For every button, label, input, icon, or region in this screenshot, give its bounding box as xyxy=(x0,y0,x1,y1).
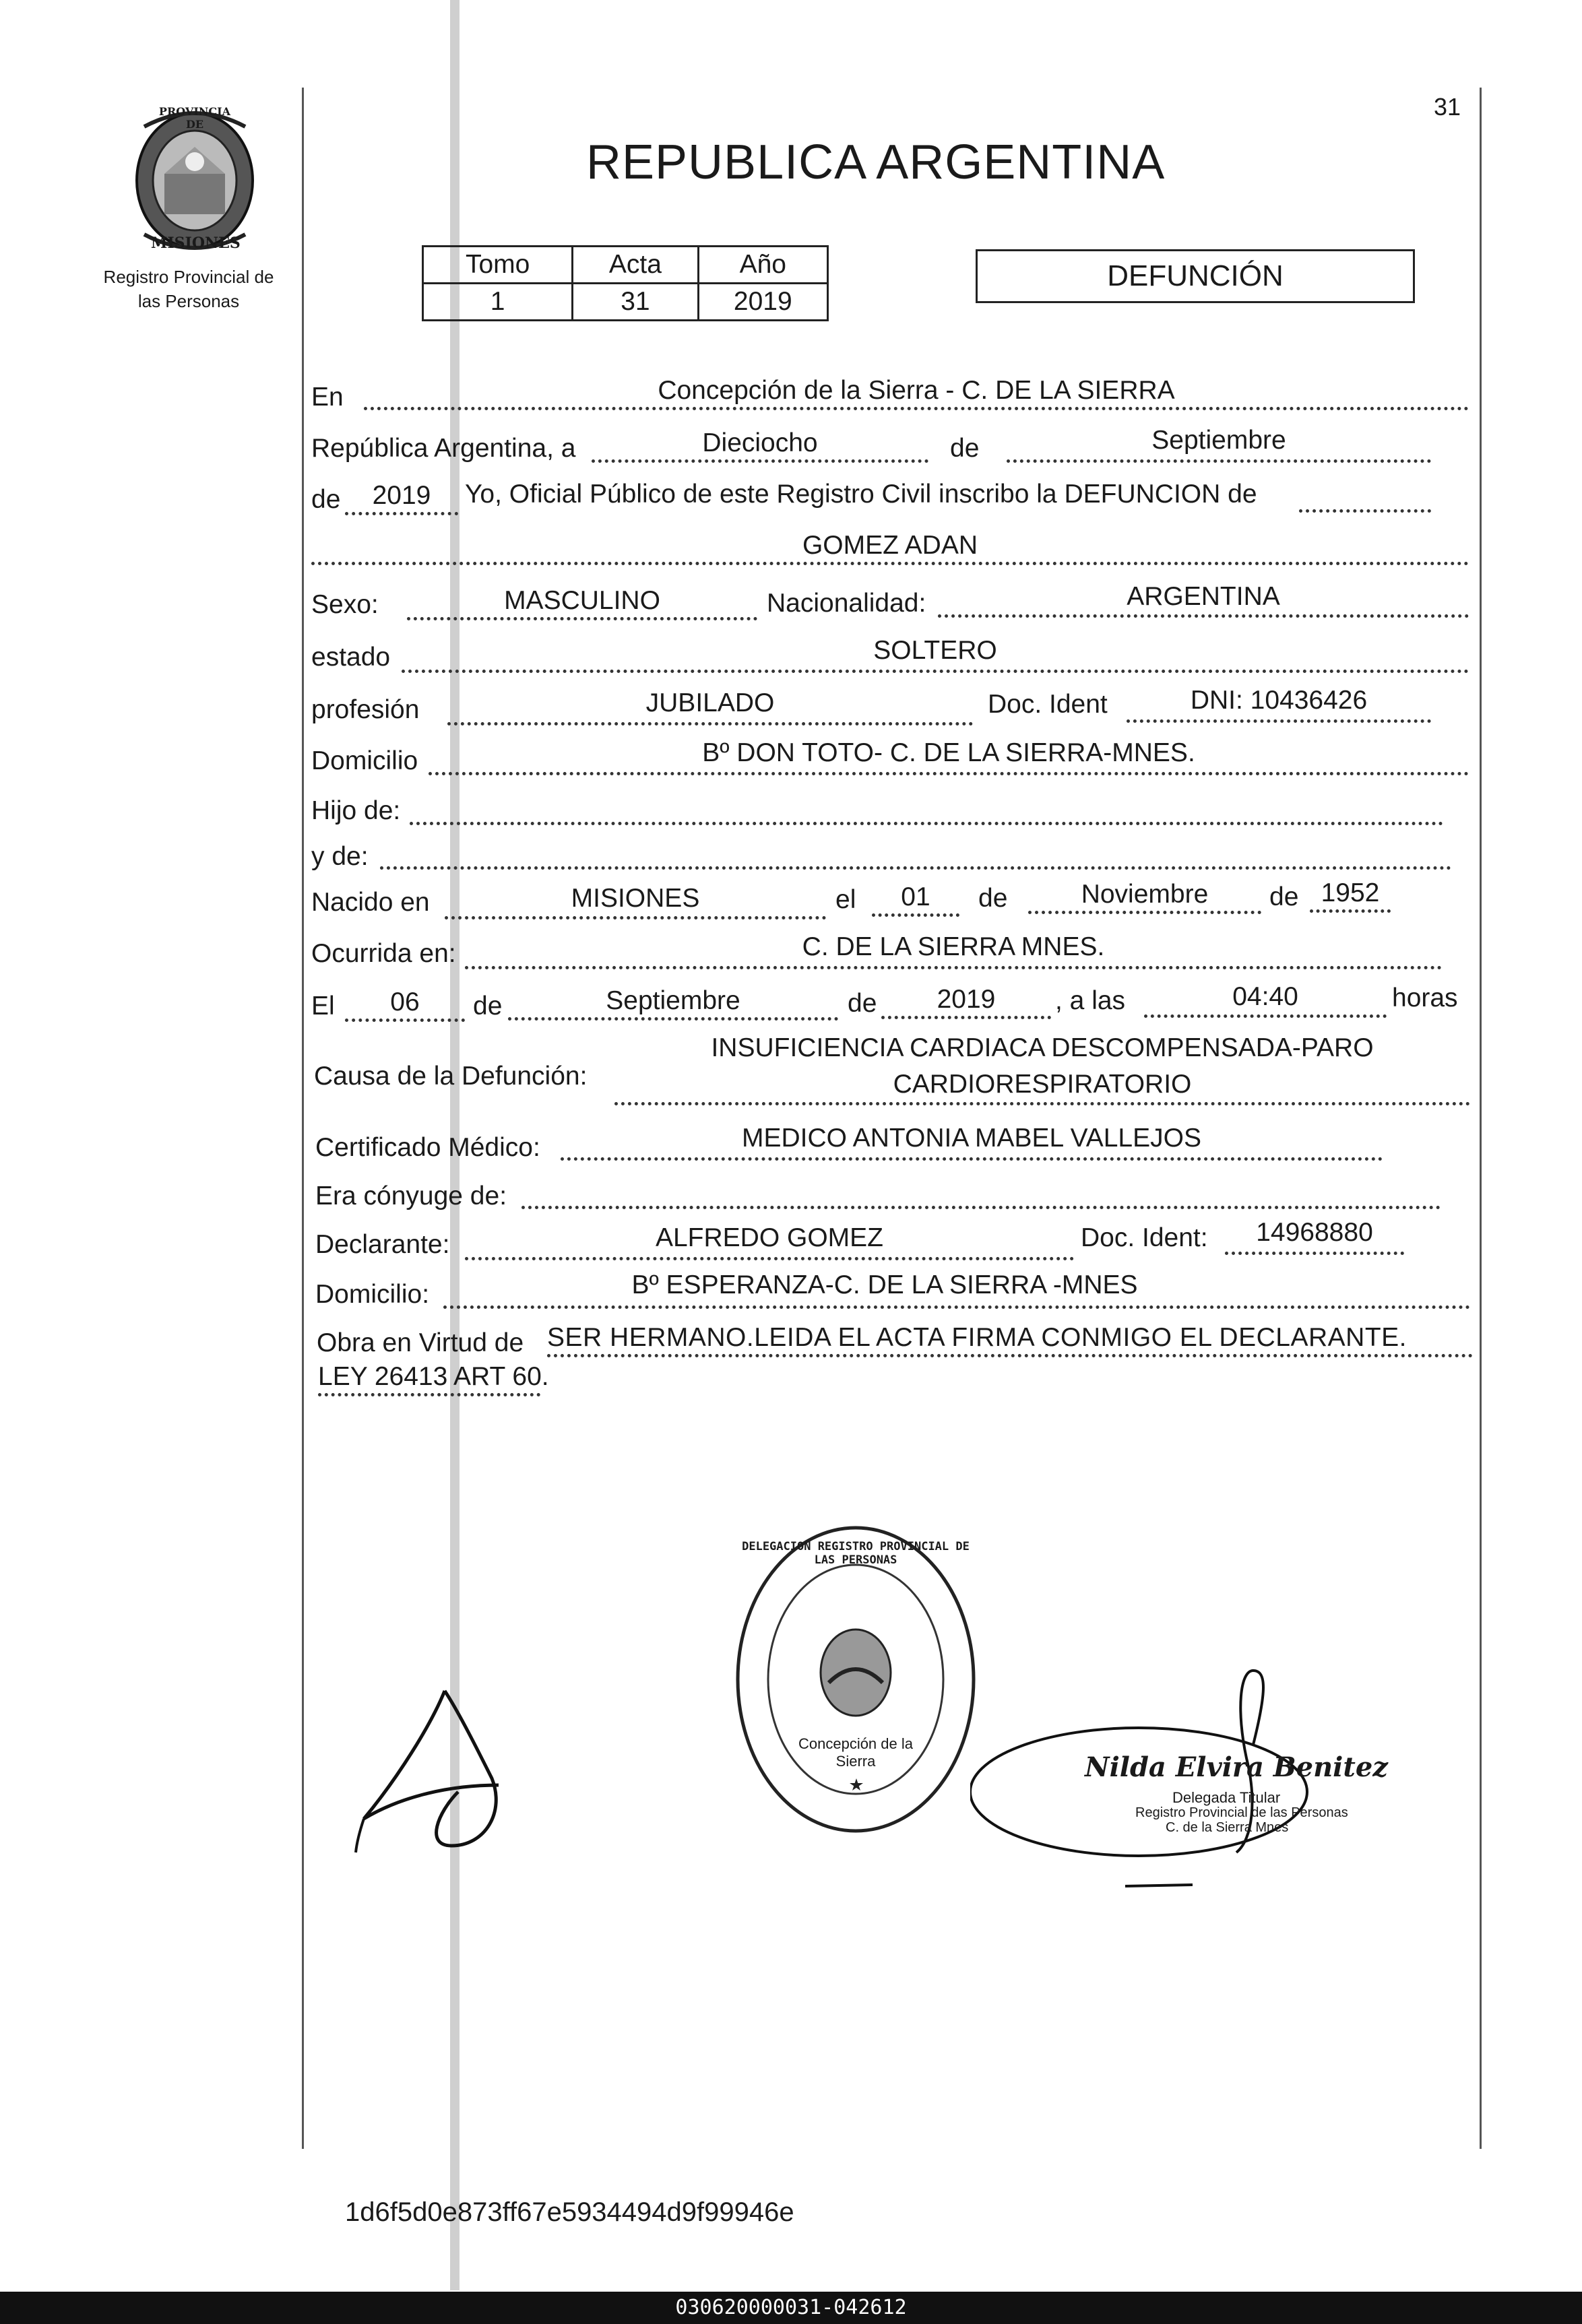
death-month: Septiembre xyxy=(606,986,740,1015)
year-dots xyxy=(345,512,458,515)
seal-inner-text: Concepción de la Sierra xyxy=(798,1735,913,1770)
nacido-label: Nacido en xyxy=(311,888,430,917)
acta-header-acta: Acta xyxy=(573,247,698,284)
profesion-label: profesión xyxy=(311,695,420,724)
en-label: En xyxy=(311,383,344,412)
el-upper-label: El xyxy=(311,992,335,1021)
ley-value: LEY 26413 ART 60. xyxy=(318,1362,549,1391)
record-type-box: DEFUNCIÓN xyxy=(976,249,1415,303)
estado-dots xyxy=(402,670,1469,673)
nacionalidad-label: Nacionalidad: xyxy=(767,589,926,618)
estado-value: SOLTERO xyxy=(873,636,997,665)
doc-dots xyxy=(1127,719,1431,723)
causa-dots xyxy=(614,1102,1470,1105)
deceased-name: GOMEZ ADAN xyxy=(802,531,978,560)
de-label-5: de xyxy=(473,992,503,1021)
nacido-value: MISIONES xyxy=(571,884,700,913)
declarante-value: ALFREDO GOMEZ xyxy=(655,1223,884,1252)
republica-label: República Argentina, a xyxy=(311,434,576,463)
alas-label: , a las xyxy=(1055,986,1126,1015)
estado-label: estado xyxy=(311,643,391,672)
hijo-dots xyxy=(410,822,1443,825)
yde-label: y de: xyxy=(311,842,369,871)
official-signature-stamp xyxy=(970,1664,1455,1893)
acta-table xyxy=(422,245,829,321)
acta-header-anio: Año xyxy=(698,247,827,284)
ley-dots xyxy=(318,1393,540,1396)
domicilio-dots xyxy=(429,772,1469,775)
certificado-label: Certificado Médico: xyxy=(315,1133,540,1162)
signer-name: Nilda Elvira Benitez xyxy=(1085,1751,1388,1783)
nacido-dots xyxy=(445,916,826,919)
de-label-1: de xyxy=(950,434,980,463)
domicilio-label: Domicilio xyxy=(311,746,418,775)
name-dots xyxy=(311,562,1469,565)
horas-label: horas xyxy=(1392,983,1458,1012)
death-time: 04:40 xyxy=(1232,982,1298,1011)
year-value: 2019 xyxy=(372,481,431,510)
obra-dots xyxy=(547,1354,1473,1357)
birth-day-dots xyxy=(872,913,959,917)
declarante-doc-dots xyxy=(1225,1252,1404,1255)
yde-dots xyxy=(380,866,1451,870)
document-hash: 1d6f5d0e873ff67e5934494d9f99946e xyxy=(345,2197,794,2227)
seal-ring-text: DELEGACION REGISTRO PROVINCIAL DE LAS PERSONAS xyxy=(742,1540,970,1567)
death-time-dots xyxy=(1144,1014,1387,1018)
emblem-text-top: PROVINCIA DE xyxy=(158,105,231,131)
sexo-value: MASCULINO xyxy=(504,586,660,615)
acta-value-tomo: 1 xyxy=(423,284,573,321)
official-seal xyxy=(728,1521,984,1838)
nacionalidad-dots xyxy=(938,614,1469,618)
death-day: 06 xyxy=(390,988,420,1016)
acta-value-acta: 31 xyxy=(573,284,698,321)
sexo-dots xyxy=(407,617,757,620)
obra-label: Obra en Virtud de xyxy=(317,1328,524,1357)
signer-location: C. de la Sierra Mnes xyxy=(1166,1820,1289,1835)
ocurrida-value: C. DE LA SIERRA MNES. xyxy=(802,932,1105,961)
province-emblem xyxy=(117,100,272,255)
de-label-3: de xyxy=(978,884,1008,913)
ocurrida-label: Ocurrida en: xyxy=(311,939,456,968)
de-label-4: de xyxy=(1269,882,1299,911)
profesion-value: JUBILADO xyxy=(645,688,775,717)
signer-title: Delegada Titular xyxy=(1172,1789,1281,1806)
intro-dots xyxy=(1299,509,1431,513)
de-label-2: de xyxy=(311,485,341,514)
day-value: Dieciocho xyxy=(702,428,818,457)
causa-label: Causa de la Defunción: xyxy=(314,1062,588,1091)
certificado-value: MEDICO ANTONIA MABEL VALLEJOS xyxy=(742,1124,1201,1153)
domicilio-value: Bº DON TOTO- C. DE LA SIERRA-MNES. xyxy=(702,738,1195,767)
left-margin-line xyxy=(302,88,304,2149)
profesion-dots xyxy=(447,722,973,725)
domicilio2-value: Bº ESPERANZA-C. DE LA SIERRA -MNES xyxy=(631,1270,1138,1299)
page-number: 31 xyxy=(1434,93,1461,121)
causa-line2: CARDIORESPIRATORIO xyxy=(893,1070,1192,1099)
emblem-text-bottom: MISIONES xyxy=(151,234,241,252)
doc-value: DNI: 10436426 xyxy=(1190,686,1368,715)
conyuge-label: Era cónyuge de: xyxy=(315,1182,507,1211)
death-year-dots xyxy=(881,1016,1051,1019)
de-label-6: de xyxy=(848,989,877,1018)
registry-name-line1: Registro Provincial de xyxy=(103,267,274,287)
birth-day: 01 xyxy=(901,882,930,911)
registry-name-line2: las Personas xyxy=(137,291,240,311)
declarante-doc-value: 14968880 xyxy=(1256,1218,1373,1247)
conyuge-dots xyxy=(521,1206,1441,1209)
certificado-dots xyxy=(561,1157,1383,1161)
acta-table-header-row xyxy=(423,247,828,284)
day-dots xyxy=(592,459,928,463)
el-label: el xyxy=(835,885,856,914)
hijo-label: Hijo de: xyxy=(311,796,401,825)
acta-table-value-row xyxy=(423,284,828,321)
month-value: Septiembre xyxy=(1151,426,1286,455)
death-month-dots xyxy=(508,1017,838,1021)
birth-year-dots xyxy=(1310,909,1391,913)
intro-text: Yo, Oficial Público de este Registro Civil inscribo la DEFUNCION de xyxy=(465,480,1257,509)
death-year: 2019 xyxy=(937,985,996,1014)
obra-value: SER HERMANO.LEIDA EL ACTA FIRMA CONMIGO EL DECLARANTE. xyxy=(547,1323,1407,1352)
declarant-signature xyxy=(344,1684,519,1859)
month-dots xyxy=(1007,459,1431,463)
domicilio2-dots xyxy=(443,1305,1470,1309)
birth-year: 1952 xyxy=(1321,878,1380,907)
en-dots xyxy=(364,407,1469,410)
en-value: Concepción de la Sierra - C. DE LA SIERRA xyxy=(658,376,1175,405)
declarante-dots xyxy=(465,1257,1074,1260)
declarante-label: Declarante: xyxy=(315,1230,450,1259)
doc-label: Doc. Ident xyxy=(988,690,1108,719)
ocurrida-dots xyxy=(465,966,1442,969)
acta-header-tomo: Tomo xyxy=(423,247,573,284)
sexo-label: Sexo: xyxy=(311,590,379,619)
page-title: REPUBLICA ARGENTINA xyxy=(586,135,1166,189)
causa-line1: INSUFICIENCIA CARDIACA DESCOMPENSADA-PARO xyxy=(711,1033,1374,1062)
death-day-dots xyxy=(345,1019,465,1022)
acta-value-anio: 2019 xyxy=(698,284,827,321)
signer-registry: Registro Provincial de las Personas xyxy=(1135,1805,1348,1820)
birth-month: Noviembre xyxy=(1081,880,1209,909)
right-margin-line xyxy=(1480,88,1482,2149)
footer-code: 030620000031-042612 xyxy=(0,2292,1582,2324)
birth-month-dots xyxy=(1028,911,1261,914)
domicilio2-label: Domicilio: xyxy=(315,1280,430,1309)
declarante-doc-label: Doc. Ident: xyxy=(1081,1223,1208,1252)
nacionalidad-value: ARGENTINA xyxy=(1127,582,1280,611)
